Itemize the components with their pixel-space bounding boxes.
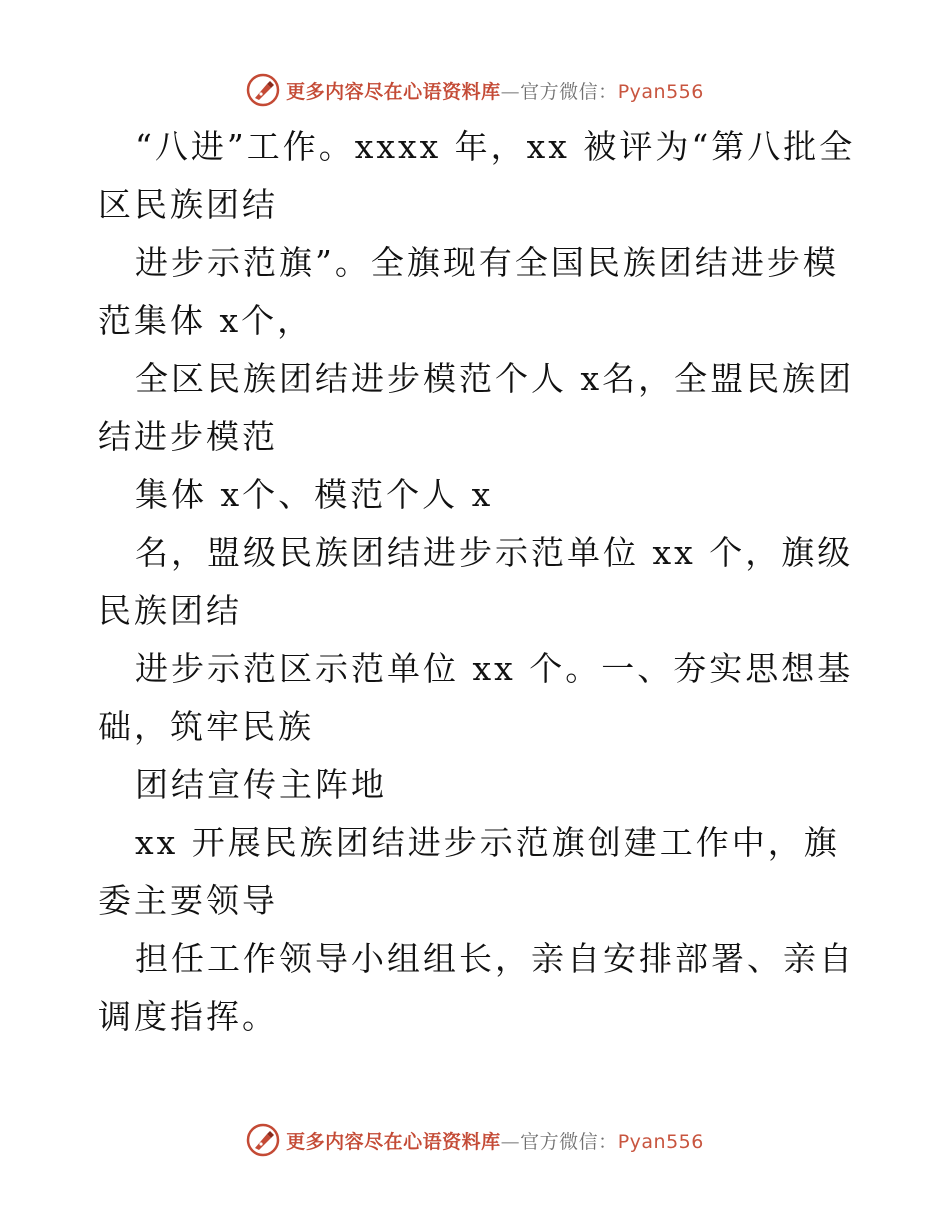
paragraph: 名，盟级民族团结进步示范单位 xx 个，旗级民族团结 — [98, 533, 854, 630]
footer-watermark-banner — [0, 1120, 950, 1160]
header-watermark-banner — [0, 70, 950, 110]
footer-brand-text: 更多内容尽在心语资料库 — [286, 1130, 501, 1153]
header-watermark-text — [286, 77, 704, 104]
header-separator: — — [500, 80, 521, 103]
footer-wechat-id: Pyan556 — [617, 1130, 704, 1153]
paragraph: xx 开展民族团结进步示范旗创建工作中，旗委主要领导 — [98, 823, 840, 920]
paragraph: 进步示范区示范单位 xx 个。一、夯实思想基础，筑牢民族 — [98, 649, 854, 746]
footer-watermark-text — [286, 1127, 704, 1154]
paragraph: 集体 x个、模范个人 x — [135, 475, 494, 514]
paragraph: 全区民族团结进步模范个人 x名，全盟民族团结进步模范 — [98, 359, 855, 456]
document-body — [98, 118, 858, 1046]
paragraph: 担任工作领导小组组长，亲自安排部署、亲自调度指挥。 — [98, 939, 855, 1036]
paragraph: 进步示范旗”。全旗现有全国民族团结进步模范集体 x个， — [98, 243, 839, 340]
paragraph: 团结宣传主阵地 — [135, 765, 387, 804]
pen-nib-logo-icon — [246, 73, 280, 107]
pen-nib-logo-icon — [246, 1123, 280, 1157]
header-wechat-label: 官方微信： — [520, 80, 618, 103]
footer-wechat-label: 官方微信： — [520, 1130, 618, 1153]
paragraph: “八进”工作。xxxx 年，xx 被评为“第八批全区民族团结 — [98, 127, 856, 224]
footer-separator: — — [500, 1130, 521, 1153]
header-brand-text: 更多内容尽在心语资料库 — [286, 80, 501, 103]
header-wechat-id: Pyan556 — [617, 80, 704, 103]
